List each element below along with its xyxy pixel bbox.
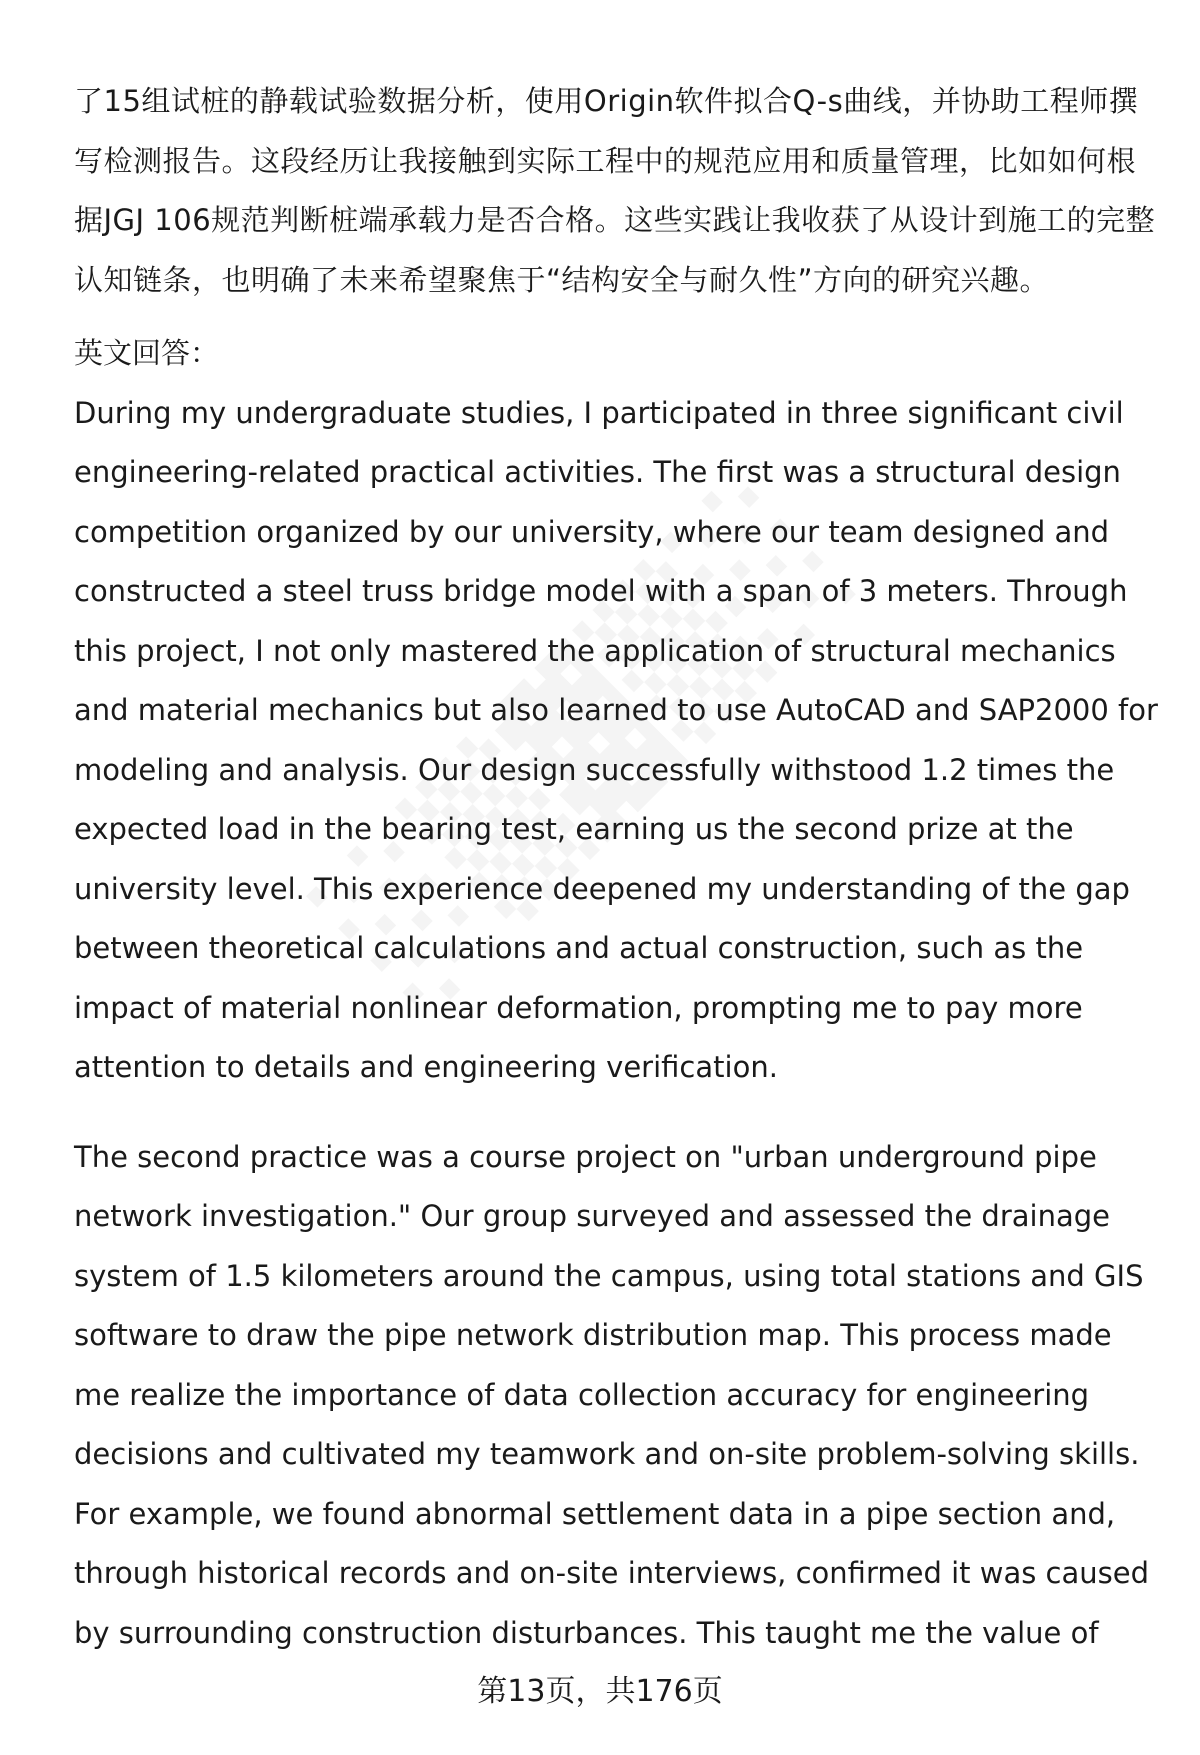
english-answer-label: 英文回答： [74, 336, 220, 370]
english-paragraph-1: During my undergraduate studies, I participated in three significant civil engineering-related practical activities. The first was a structural design competition organized by our university, where our team designed and constructed a steel truss bridge model with a span of 3 meters. Through this project, I not only mastered the application of structural mechanics and material mechanics but also learned to use AutoCAD and SAP2000 for modeling and analysis. Our design successfully withstood 1.2 times the expected load in the bearing test, earning us the second prize at the university level. This experience deepened my understanding of the gap between theoretical calculations and actual construction, such as the impact of material nonlinear deformation, prompting me to pay more attention to details and engineering verification. [74, 395, 1158, 1084]
english-paragraph-2: The second practice was a course project on "urban underground pipe network investigation." Our group surveyed and assessed the drainage system of 1.5 kilometers around the campus, using total stations and GIS software to draw the pipe network distribution map. This process made me realize the importance of data collection accuracy for engineering decisions and cultivated my teamwork and on-site problem-solving skills. For example, we found abnormal settlement data in a pipe section and, through historical records and on-site interviews, confirmed it was caused by surrounding construction disturbances. This taught me the value of [74, 1139, 1149, 1650]
chinese-paragraph: 了15组试桩的静载试验数据分析，使用Origin软件拟合Q-s曲线，并协助工程师撰写检测报告。这段经历让我接触到实际工程中的规范应用和质量管理，比如如何根据JGJ 106规范判断桩端承载力是否合格。这些实践让我收获了从设计到施工的完整认知链条，也明确了未来希望聚焦于“结构安全与耐久性”方向的研究兴趣。 [74, 84, 1156, 297]
document-body [74, 72, 1164, 1663]
page-number-footer: 第13页，共176页 [477, 1674, 723, 1709]
